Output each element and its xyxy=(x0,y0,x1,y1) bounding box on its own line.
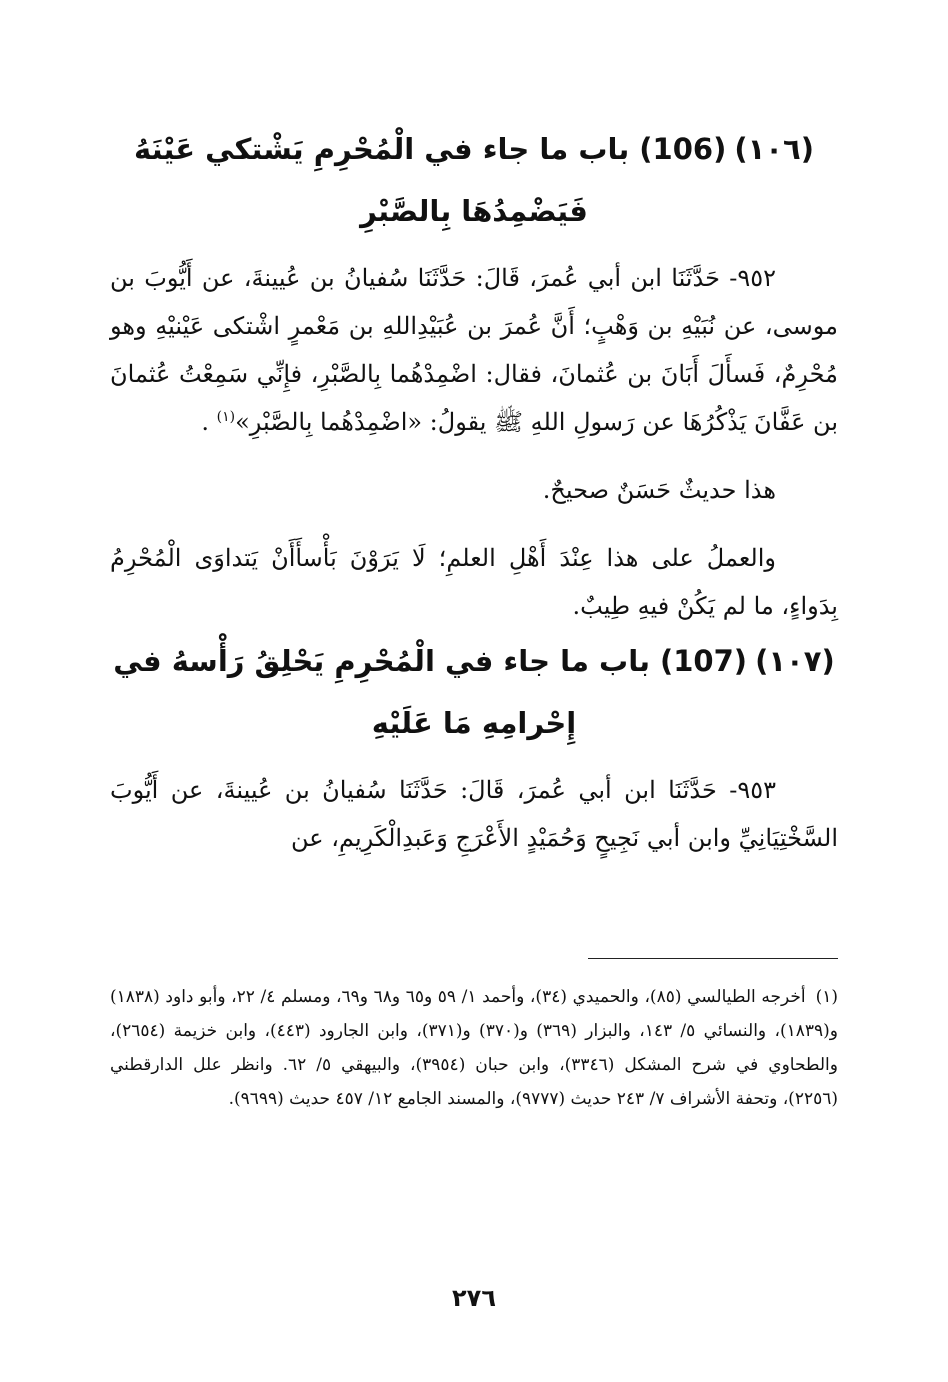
hadith-952-text: ٩٥٢- حَدَّثَنَا ابن أبي عُمرَ، قَالَ: حَدَّثَنَا سُفيانُ بن عُيينةَ، عن أَيُّوبَ بن موسى، عن نُبَيْهِ بن وَهْبٍ؛ أَنَّ عُمرَ بن عُبَيْدِاللهِ بن مَعْمرٍ اشْتكى عَيْنيْهِ وهو مُحْرِمٌ، فَسأَلَ أَبَانَ بن عُثمانَ، فقال: اضْمِدْهُما بِالصَّبْرِ، فإِنِّي سَمِعْتُ عُثمانَ بن عَفَّانَ يَذْكُرُهَا عن رَسولِ اللهِ ﷺ يقولُ: «اضْمِدْهُما بِالصَّبْرِ» xyxy=(110,264,838,436)
page-number: ٢٧٦ xyxy=(452,1284,496,1312)
hadith-952-end: . xyxy=(201,408,217,436)
footnote xyxy=(110,980,838,1116)
section-number-arabic-106: (١٠٦) xyxy=(734,132,814,166)
section-title-106: باب ما جاء في الْمُحْرِمِ يَشْتكي عَيْنَهُ فَيَضْمِدُهَا بِالصَّبْرِ xyxy=(134,132,630,228)
hadith-953: ٩٥٣- حَدَّثَنَا ابن أبي عُمرَ، قَالَ: حَدَّثَنَا سُفيانُ بن عُيينةَ، عن أَيُّوبَ السَّخْتِيَانِيِّ وابن أبي نَجِيحٍ وَحُمَيْدٍ الأَعْرَجِ وَعَبدِالْكَرِيمِ، عن xyxy=(110,776,838,852)
footnote-divider xyxy=(588,958,838,959)
section-number-latin-107: (107) xyxy=(659,644,748,678)
footnote-text: أخرجه الطيالسي (٨٥)، والحميدي (٣٤)، وأحمد ١/ ٥٩ و٦٥ و٦٨ و٦٩، ومسلم ٤/ ٢٢، وأبو داود (١٨٣٨) و(١٨٣٩)، والنسائي ٥/ ١٤٣، والبزار (٣٦٩) و(٣٧٠) و(٣٧١)، وابن الجارود (٤٤٣)، وابن خزيمة (٢٦٥٤)، والطحاوي في شرح المشكل (٣٣٤٦)، وابن حبان (٣٩٥٤)، والبيهقي ٥/ ٦٢. وانظر علل الدارقطني (٢٢٥٦)، وتحفة الأشراف ٧/ ٢٤٣ حديث (٩٧٧٧)، والمسند الجامع ١٢/ ٤٥٧ حديث (٩٦٩٩). xyxy=(110,987,838,1109)
section-heading-106 xyxy=(110,118,838,242)
scholarly-practice: والعملُ على هذا عِنْدَ أَهْلِ العلمِ؛ لَا يَرَوْنَ بَأْسأَأَنْ يَتداوَى الْمُحْرِمُ بِدَواءٍ، ما لم يَكُنْ فيهِ طِيبٌ. xyxy=(110,544,838,620)
section-number-arabic-107: (١٠٧) xyxy=(755,644,835,678)
page-body xyxy=(110,118,838,862)
hadith-952 xyxy=(110,254,838,446)
section-title-107: باب ما جاء في الْمُحْرِمِ يَحْلِقُ رَأْسهُ في إِحْرامِهِ مَا عَلَيْهِ xyxy=(113,644,650,740)
section-number-latin-106: (106) xyxy=(639,132,727,166)
footnote-marker: (١) xyxy=(815,987,838,1007)
section-heading-107 xyxy=(110,630,838,754)
footnote-reference: (١) xyxy=(216,409,236,425)
grading-statement: هذا حديثٌ حَسَنٌ صحيحٌ. xyxy=(542,476,776,504)
